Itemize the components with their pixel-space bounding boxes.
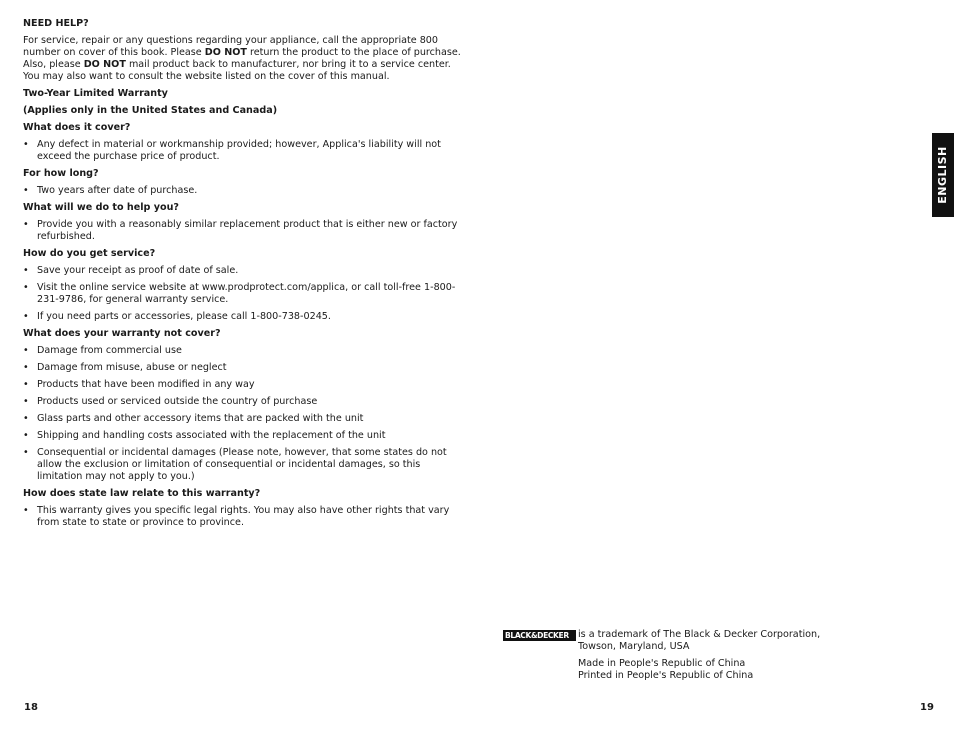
- list-item: • Two years after date of purchase.: [23, 185, 463, 197]
- need-help-paragraph: [23, 35, 463, 83]
- origin-text: [578, 658, 878, 682]
- section-heading: What will we do to help you?: [23, 202, 179, 213]
- list-item: • Products that have been modified in any way: [23, 379, 463, 391]
- black-and-decker-logo: BLACK&DECKER: [503, 630, 576, 641]
- section-list: [23, 345, 463, 483]
- list-item: • Glass parts and other accessory items that are packed with the unit: [23, 413, 463, 425]
- list-item: • Save your receipt as proof of date of sale.: [23, 265, 463, 277]
- list-item: • Any defect in material or workmanship provided; however, Applica's liability will not exceed the purchase price of product.: [23, 139, 463, 163]
- need-help-text-2: return the product to the place of purchase. Also, please: [23, 47, 461, 70]
- list-item: • Shipping and handling costs associated with the replacement of the unit: [23, 430, 463, 442]
- section-list: [23, 505, 463, 529]
- list-item: • If you need parts or accessories, please call 1-800-738-0245.: [23, 311, 463, 323]
- warranty-sections: [23, 122, 463, 529]
- trademark-line-1: is a trademark of The Black & Decker Corporation,: [578, 629, 821, 640]
- list-item: • Consequential or incidental damages (Please note, however, that some states do not allow the exclusion or limitation of consequential or incidental damages, so this limitation may not apply to you.): [23, 447, 463, 483]
- trademark-text: [578, 629, 878, 653]
- made-in-line: Made in People's Republic of China: [578, 658, 746, 669]
- do-not-emphasis-2: DO NOT: [83, 59, 126, 70]
- section-list: [23, 139, 463, 163]
- left-page-content: [23, 18, 463, 534]
- printed-in-line: Printed in People's Republic of China: [578, 670, 754, 681]
- trademark-line-2: Towson, Maryland, USA: [578, 641, 690, 652]
- do-not-emphasis-1: DO NOT: [204, 47, 247, 58]
- list-item: • Visit the online service website at www.prodprotect.com/applica, or call toll-free 1-800-231-9786, for general warranty service.: [23, 282, 463, 306]
- section-list: [23, 185, 463, 197]
- section-list: [23, 265, 463, 323]
- section-heading: What does it cover?: [23, 122, 131, 133]
- warranty-scope: (Applies only in the United States and Canada): [23, 105, 278, 116]
- list-item: • Damage from commercial use: [23, 345, 463, 357]
- list-item: • This warranty gives you specific legal rights. You may also have other rights that vary from state to state or province to province.: [23, 505, 463, 529]
- section-heading: What does your warranty not cover?: [23, 328, 221, 339]
- page-number-left: 18: [24, 702, 38, 713]
- section-heading: How does state law relate to this warranty?: [23, 488, 261, 499]
- section-heading: How do you get service?: [23, 248, 156, 259]
- section-heading: For how long?: [23, 168, 99, 179]
- trademark-notice: [578, 629, 878, 687]
- section-list: [23, 219, 463, 243]
- warranty-title: Two-Year Limited Warranty: [23, 88, 168, 99]
- list-item: • Provide you with a reasonably similar replacement product that is either new or factory refurbished.: [23, 219, 463, 243]
- need-help-heading: NEED HELP?: [23, 18, 89, 29]
- need-help-text-1: For service, repair or any questions regarding your appliance, call the appropriate 800 number on cover of this book. Please: [23, 35, 439, 58]
- list-item: • Products used or serviced outside the country of purchase: [23, 396, 463, 408]
- page-number-right: 19: [920, 702, 934, 713]
- need-help-text-3: mail product back to manufacturer, nor bring it to a service center. You may also want to consult the website listed on the cover of this manual.: [23, 59, 451, 82]
- language-tab: [932, 133, 954, 217]
- language-tab-label: ENGLISH: [936, 146, 949, 204]
- list-item: • Damage from misuse, abuse or neglect: [23, 362, 463, 374]
